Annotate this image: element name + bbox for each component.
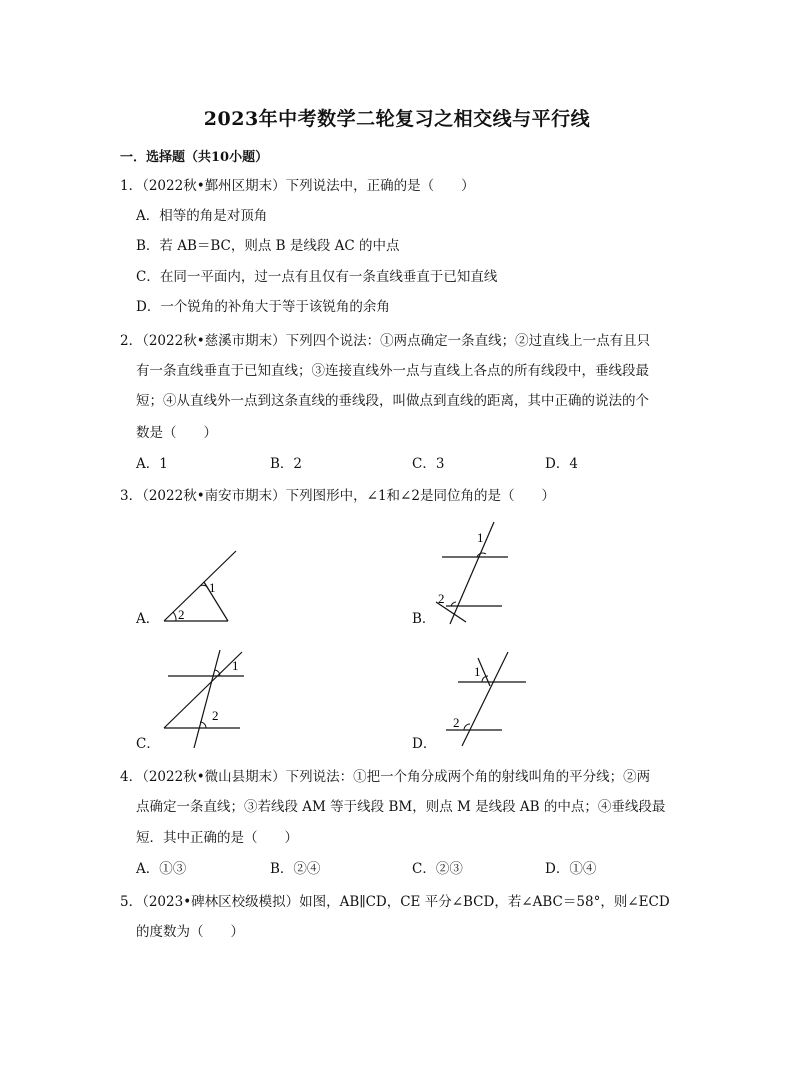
q2-stem-line-3: 短；④从直线外一点到这条直线的垂线段，叫做点到直线的距离，其中正确的说法的个 (136, 393, 649, 409)
q3d-angle-2-label: 2 (453, 715, 460, 730)
q2-stem-line-2: 有一条直线垂直于已知直线；③连接直线外一点与直线上各点的所有线段中，垂线段最 (136, 363, 649, 379)
q3-option-a-label: A． (136, 611, 160, 627)
q4-stem-line-3: 短．其中正确的是（ ） (136, 830, 298, 846)
q3b-angle-1-label: 1 (477, 530, 484, 545)
q3c-angle-1-label: 1 (232, 658, 239, 673)
q3-option-c-label: C． (136, 736, 160, 752)
section-heading: 一．选择题（共10小题） (120, 150, 269, 165)
q5-stem-line-1: 5．（2023•碑林区校级模拟）如图，AB∥CD，CE 平分∠BCD，若∠ABC＝58°，则∠ECD (120, 894, 670, 910)
q3a-angle-1-label: 1 (209, 580, 216, 595)
q4-option-b: B．②④ (270, 861, 321, 877)
q1-option-c: C．在同一平面内，过一点有且仅有一条直线垂直于已知直线 (136, 269, 498, 285)
q3-option-d-label: D． (412, 736, 437, 752)
q3d-angle-1-label: 1 (474, 664, 481, 679)
q4-stem-line-2: 点确定一条直线；③若线段 AM 等于线段 BM，则点 M 是线段 AB 的中点；④垂线段最 (136, 799, 666, 815)
q1-stem: 1．（2022秋•鄞州区期末）下列说法中，正确的是（ ） (120, 178, 475, 194)
q2-option-a: A．1 (136, 456, 168, 472)
q1-option-b: B．若 AB＝BC，则点 B 是线段 AC 的中点 (136, 238, 400, 254)
q4-option-a: A．①③ (136, 861, 187, 877)
q3c-angle-2-label: 2 (212, 708, 219, 723)
q4-option-c: C．②③ (412, 861, 463, 877)
q1-option-d: D．一个锐角的补角大于等于该锐角的余角 (136, 299, 390, 315)
q3-figure-c (160, 648, 250, 748)
q3-figure-d (440, 648, 530, 748)
q2-option-d: D．4 (545, 456, 578, 472)
q5-stem-line-2: 的度数为（ ） (136, 924, 244, 940)
page-title: 2023年中考数学二轮复习之相交线与平行线 (203, 108, 591, 130)
q3-stem: 3．（2022秋•南安市期末）下列图形中，∠1和∠2是同位角的是（ ） (120, 488, 555, 504)
q2-option-b: B．2 (270, 456, 303, 472)
q3a-angle-2-label: 2 (178, 607, 185, 622)
q3-figure-a (160, 545, 250, 625)
q3-option-b-label: B． (412, 611, 436, 627)
q4-stem-line-1: 4．（2022秋•微山县期末）下列说法：①把一个角分成两个角的射线叫角的平分线；②两 (120, 769, 651, 785)
q4-option-d: D．①④ (545, 861, 597, 877)
q2-option-c: C．3 (412, 456, 445, 472)
q2-stem-line-1: 2．（2022秋•慈溪市期末）下列四个说法：①两点确定一条直线；②过直线上一点有且只 (120, 333, 651, 349)
q1-option-a: A．相等的角是对顶角 (136, 208, 268, 224)
q3b-angle-2-label: 2 (438, 591, 445, 606)
q2-stem-line-4: 数是（ ） (136, 425, 217, 441)
q3-figure-b (432, 520, 512, 628)
